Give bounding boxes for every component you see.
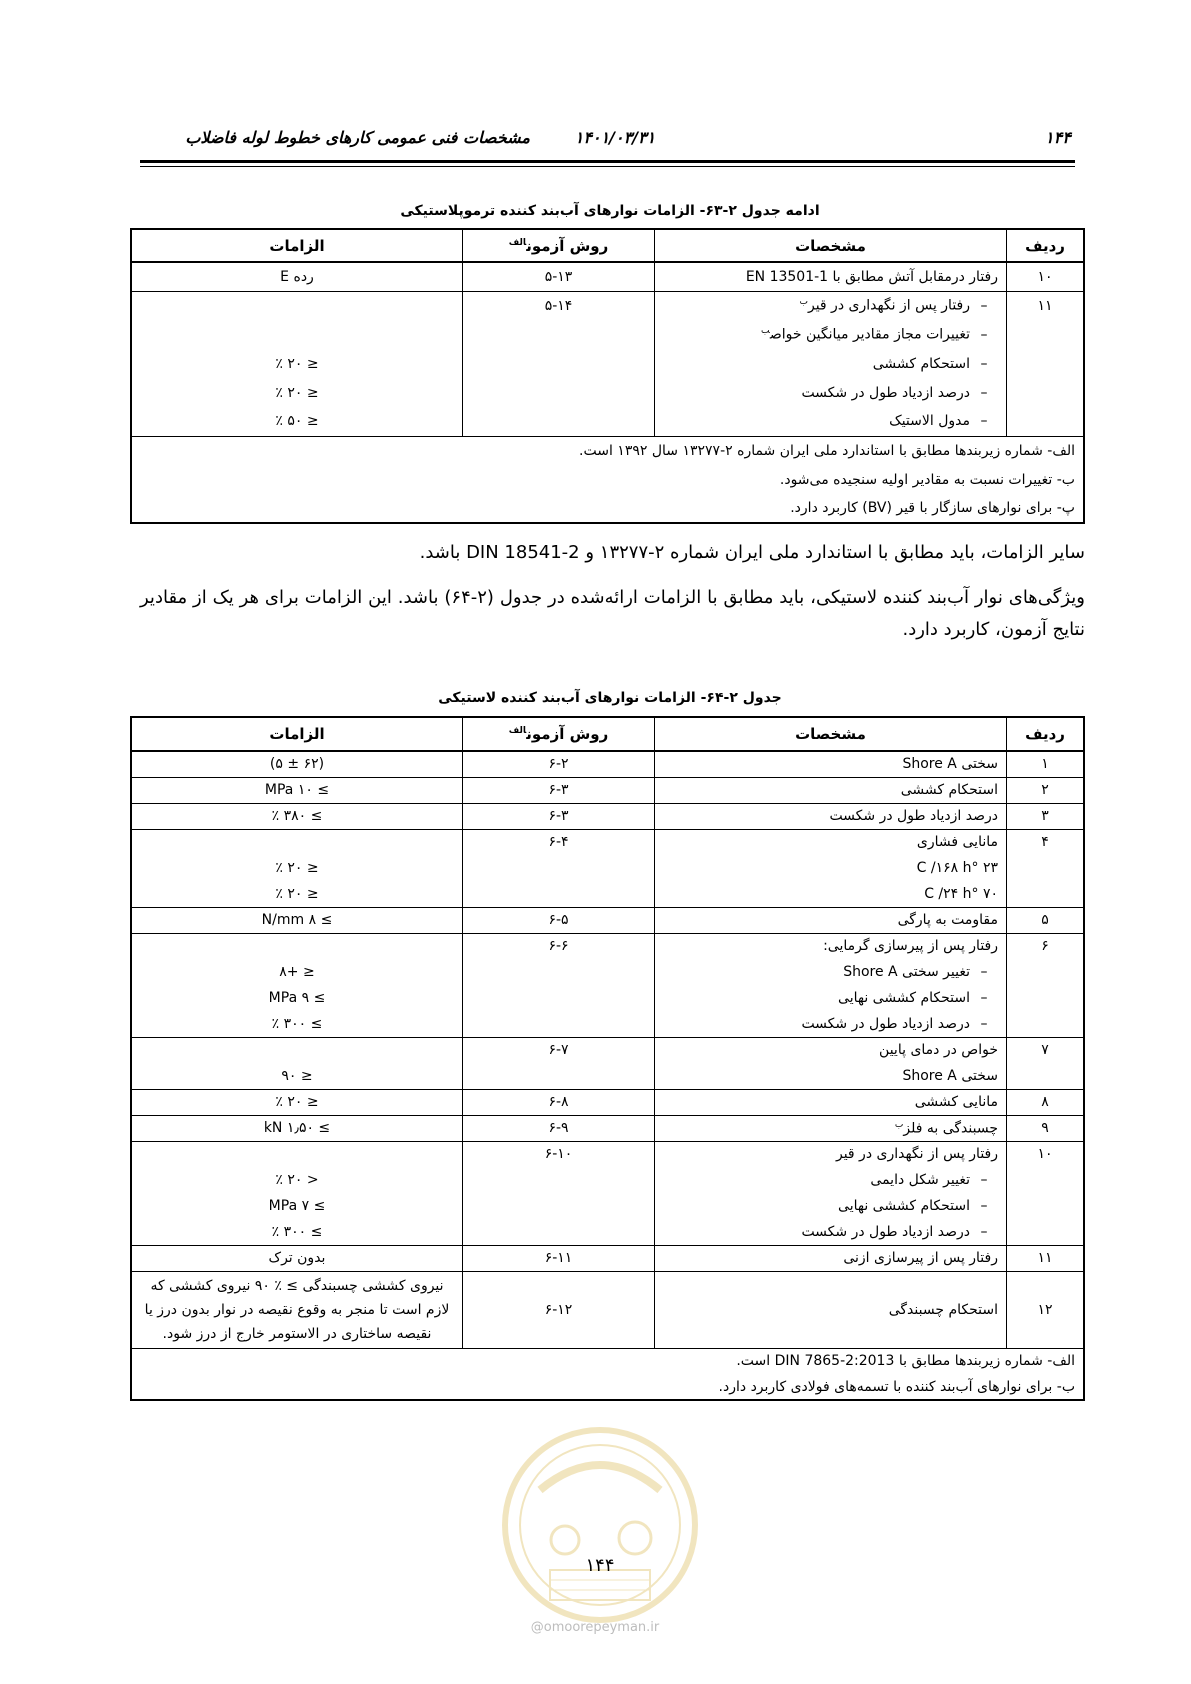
row-number — [1007, 881, 1085, 907]
table-row — [131, 1271, 1084, 1348]
spec-cell — [655, 1011, 1007, 1037]
test-method-cell: ۶-۵ — [463, 907, 655, 933]
row-number — [1007, 985, 1085, 1011]
table1-caption: ادامه جدول ۲-۶۳- الزامات نوارهای آب‌بند کننده ترموپلاستیکی — [400, 203, 820, 219]
col-header-req: الزامات — [131, 717, 463, 751]
spec-cell — [655, 855, 1007, 881]
table-row — [131, 1115, 1084, 1141]
spec-text: رفتار پس از نگهداری در قیر — [835, 1146, 998, 1163]
row-number: ۱۰ — [1007, 262, 1085, 291]
table-note: الف- شماره زیربندها مطابق با استاندارد ملی ایران شماره ۲-۱۳۲۷۷ سال ۱۳۹۲ است. — [131, 436, 1084, 465]
spec-cell — [655, 378, 1007, 407]
test-method-cell: ۶-۱۱ — [463, 1245, 655, 1271]
col-header-spec: مشخصات — [655, 717, 1007, 751]
spec-cell — [655, 407, 1007, 436]
requirement-cell: رده E — [131, 262, 463, 291]
table-row — [131, 907, 1084, 933]
spec-cell — [655, 262, 1007, 291]
requirement-cell: ≥ ۸ N/mm — [131, 907, 463, 933]
note-row — [131, 494, 1084, 523]
spec-cell — [655, 1245, 1007, 1271]
table-row — [131, 1167, 1084, 1193]
requirement-cell: ≤ ۵۰ ٪ — [275, 413, 319, 430]
table-row — [131, 291, 1084, 320]
table-row — [131, 1245, 1084, 1271]
requirement-cell: ≤ ۲۰ ٪ — [131, 1089, 463, 1115]
test-method-cell: ۶-۷ — [463, 1037, 655, 1063]
spec-cell — [655, 1089, 1007, 1115]
row-number: ۱۰ — [1007, 1141, 1085, 1167]
spec-text: مدول الاستیک — [889, 413, 970, 430]
header-rule-thick — [140, 160, 1075, 163]
col-header-spec: مشخصات — [655, 229, 1007, 262]
list-dash: – — [980, 298, 988, 315]
list-dash: – — [980, 1172, 988, 1188]
table-note: ب- برای نوارهای آب‌بند کننده با تسمه‌های فولادی کاربرد دارد. — [718, 1378, 1075, 1395]
spec-cell — [655, 881, 1007, 907]
header-title: مشخصات فنی عمومی کارهای خطوط لوله فاضلاب — [185, 128, 530, 147]
table-row — [131, 803, 1084, 829]
spec-cell — [655, 349, 1007, 378]
test-method-cell — [463, 1011, 655, 1037]
spec-text: مقاومت به پارگی — [897, 912, 998, 928]
row-number: ۵ — [1007, 907, 1085, 933]
table-row — [131, 751, 1084, 777]
row-number: ۱۱ — [1007, 1245, 1085, 1271]
table-row — [131, 349, 1084, 378]
row-number: ۶ — [1007, 933, 1085, 959]
table-row — [131, 1011, 1084, 1037]
test-method-cell: ۶-۶ — [463, 933, 655, 959]
row-number — [1007, 378, 1085, 407]
test-method-cell — [463, 349, 655, 378]
col-header-test-sup: الف — [508, 237, 527, 248]
requirement-cell — [131, 1141, 463, 1167]
test-method-cell: ۶-۸ — [463, 1089, 655, 1115]
test-method-cell: ۶-۴ — [463, 829, 655, 855]
list-dash: – — [980, 355, 988, 372]
row-number — [1007, 855, 1085, 881]
row-number — [1007, 1011, 1085, 1037]
spec-cell — [655, 933, 1007, 959]
list-dash: – — [980, 384, 988, 401]
table-row — [131, 407, 1084, 436]
row-number: ۴ — [1007, 829, 1085, 855]
spec-text: رفتار پس از پیرسازی ازنی — [843, 1250, 998, 1266]
requirement-cell: ≥ ۱۰ MPa — [131, 777, 463, 803]
spec-text: ۲۳ °C /۱۶۸ h — [916, 860, 998, 876]
requirement-cell: ≥ ۹ MPa — [268, 990, 326, 1006]
spec-text: استحکام کششی نهایی — [838, 1198, 970, 1214]
requirement-cell: (۶۲ ± ۵) — [131, 751, 463, 777]
row-number: ۱ — [1007, 751, 1085, 777]
spec-text: سختی Shore A — [902, 756, 998, 773]
row-number — [1007, 349, 1085, 378]
spec-cell — [655, 291, 1007, 320]
list-dash: – — [980, 964, 988, 980]
row-number: ۱۲ — [1007, 1271, 1085, 1348]
row-number: ۷ — [1007, 1037, 1085, 1063]
requirement-cell: ≤ ۲۰ ٪ — [275, 355, 319, 372]
col-header-req: الزامات — [131, 229, 463, 262]
test-method-cell — [463, 959, 655, 985]
paragraph-rubber-properties: ویژگی‌های نوار آب‌بند کننده لاستیکی، باید مطابق با الزامات ارائه‌شده در جدول (۲-۶۴) باشد. این الزامات برای هر یک از مقادیر نتایج آزمون، کاربرد دارد. — [140, 587, 1085, 640]
row-number: ۱۱ — [1007, 291, 1085, 320]
table-note: الف- شماره زیربندها مطابق با DIN 7865-2:2013 است. — [131, 1348, 1084, 1374]
table-row — [131, 1063, 1084, 1089]
col-header-test-sup: الف — [508, 726, 527, 736]
requirement-cell: ≤ ۹۰ — [281, 1067, 313, 1084]
table2-header-row — [131, 717, 1084, 751]
row-number: ۸ — [1007, 1089, 1085, 1115]
list-dash: – — [980, 1015, 988, 1032]
table-row — [131, 777, 1084, 803]
test-method-cell — [463, 407, 655, 436]
spec-text: تغییر شکل دایمی — [870, 1172, 970, 1188]
requirement-cell — [131, 829, 463, 855]
spec-text: رفتار درمقابل آتش مطابق با EN 13501-1 — [745, 268, 998, 285]
list-dash: – — [980, 326, 988, 343]
requirement-cell — [131, 933, 463, 959]
test-method-cell: ۶-۱۰ — [463, 1141, 655, 1167]
row-number: ۲ — [1007, 777, 1085, 803]
test-method-cell: ۶-۳ — [463, 803, 655, 829]
row-number — [1007, 1167, 1085, 1193]
watermark-url: @omoorepeyman.ir — [530, 1620, 660, 1635]
test-method-cell — [463, 1193, 655, 1219]
table-note: پ- برای نوارهای سازگار با قیر (BV) کاربرد دارد. — [790, 500, 1075, 516]
table-row — [131, 262, 1084, 291]
table-row — [131, 320, 1084, 349]
requirement-cell: ≤ +۸ — [279, 964, 315, 980]
spec-cell — [655, 1271, 1007, 1348]
requirement-cell: ≥ ۳۰۰ ٪ — [271, 1015, 323, 1032]
spec-text: استحکام کششی نهایی — [838, 990, 970, 1006]
spec-cell — [655, 1037, 1007, 1063]
requirement-cell: ≤ ۲۰ ٪ — [275, 384, 319, 401]
note-row — [131, 465, 1084, 494]
requirement-cell: نیروی کششی چسبندگی ≥ ٪ ۹۰ نیروی کششی که لازم است تا منجر به وقوع نقیصه در نوار بدون درز یا نقیصه ساختاری در الاستومر خارج از درز شود. — [131, 1271, 463, 1348]
spec-text: استحکام کششی — [872, 355, 970, 372]
spec-text: رفتار پس از نگهداری در قیر — [807, 298, 970, 315]
spec-cell — [655, 751, 1007, 777]
test-method-cell — [463, 985, 655, 1011]
spec-text: ۷۰ °C /۲۴ h — [924, 885, 998, 902]
requirement-cell: ≥ ۳۸۰ ٪ — [131, 803, 463, 829]
spec-cell — [655, 1219, 1007, 1245]
table-row — [131, 933, 1084, 959]
row-number — [1007, 1219, 1085, 1245]
spec-text: خواص در دمای پایین — [879, 1042, 998, 1059]
test-method-cell — [463, 1219, 655, 1245]
spec-cell — [655, 1193, 1007, 1219]
header-date: ۱۴۰۱/۰۳/۳۱ — [574, 128, 656, 147]
table-row — [131, 378, 1084, 407]
test-method-cell: ۶-۳ — [463, 777, 655, 803]
row-number — [1007, 1063, 1085, 1089]
requirement-cell — [131, 291, 463, 320]
table-row — [131, 855, 1084, 881]
table-row — [131, 1089, 1084, 1115]
test-method-cell — [463, 855, 655, 881]
spec-text: درصد ازدیاد طول در شکست — [829, 808, 998, 824]
test-method-cell — [463, 378, 655, 407]
spec-text: درصد ازدیاد طول در شکست — [801, 384, 970, 401]
row-number — [1007, 320, 1085, 349]
list-dash: – — [980, 413, 988, 430]
spec-text: چسبندگی به فلز — [903, 1120, 998, 1137]
spec-text: استحکام چسبندگی — [888, 1301, 998, 1318]
requirement-cell: ≥ ۱٫۵۰ kN — [131, 1115, 463, 1141]
spec-cell — [655, 777, 1007, 803]
requirement-cell: ≥ ۷ MPa — [268, 1198, 326, 1214]
table-row — [131, 985, 1084, 1011]
row-number — [1007, 1193, 1085, 1219]
requirement-cell — [131, 320, 463, 349]
spec-cell — [655, 985, 1007, 1011]
header-rule-thin — [140, 166, 1075, 167]
row-number: ۹ — [1007, 1115, 1085, 1141]
row-number: ۳ — [1007, 803, 1085, 829]
footer-page-number: ۱۴۴ — [585, 1555, 615, 1576]
table2 — [130, 716, 1085, 1401]
spec-text: سختی Shore A — [902, 1067, 998, 1084]
table-row — [131, 1219, 1084, 1245]
col-header-row: ردیف — [1007, 717, 1085, 751]
table-row — [131, 1037, 1084, 1063]
col-header-test-label: روش آزمون — [526, 725, 609, 743]
col-header-row: ردیف — [1007, 229, 1085, 262]
requirement-cell — [131, 1037, 463, 1063]
test-method-cell — [463, 881, 655, 907]
row-number — [1007, 407, 1085, 436]
note-row — [131, 1348, 1084, 1374]
test-method-cell — [463, 1167, 655, 1193]
spec-text: درصد ازدیاد طول در شکست — [801, 1223, 970, 1240]
footnote-marker: ب — [894, 1119, 904, 1130]
test-method-cell: ۵-۱۳ — [463, 262, 655, 291]
spec-cell — [655, 1141, 1007, 1167]
requirement-cell: ≤ ۲۰ ٪ — [275, 860, 319, 876]
requirement-cell: ≤ ۲۰ ٪ — [275, 885, 319, 902]
col-header-test — [463, 229, 655, 262]
test-method-cell: ۵-۱۴ — [463, 291, 655, 320]
test-method-cell — [463, 320, 655, 349]
spec-cell — [655, 907, 1007, 933]
spec-cell — [655, 320, 1007, 349]
table-row — [131, 959, 1084, 985]
spec-cell — [655, 1115, 1007, 1141]
table-row — [131, 1141, 1084, 1167]
table-row — [131, 1193, 1084, 1219]
spec-text: تغییر سختی Shore A — [843, 964, 970, 980]
row-number — [1007, 959, 1085, 985]
spec-cell — [655, 1063, 1007, 1089]
spec-cell — [655, 1167, 1007, 1193]
table2-caption: جدول ۲-۶۴- الزامات نوارهای آب‌بند کننده لاستیکی — [438, 690, 782, 706]
footnote-marker: ب — [799, 297, 808, 308]
col-header-test — [463, 717, 655, 751]
requirement-cell: < ۲۰ ٪ — [275, 1172, 319, 1188]
spec-text: استحکام کششی — [900, 782, 998, 798]
spec-text: درصد ازدیاد طول در شکست — [801, 1015, 970, 1032]
requirement-cell: بدون ترک — [131, 1245, 463, 1271]
test-method-cell: ۶-۱۲ — [463, 1271, 655, 1348]
spec-cell — [655, 829, 1007, 855]
table1 — [130, 228, 1085, 524]
note-row — [131, 436, 1084, 465]
table-note: ب- تغییرات نسبت به مقادیر اولیه سنجیده می‌شود. — [779, 471, 1075, 488]
col-header-test-label: روش آزمون — [526, 236, 609, 255]
seal-watermark — [480, 1420, 720, 1650]
table1-header-row — [131, 229, 1084, 262]
test-method-cell: ۶-۹ — [463, 1115, 655, 1141]
table-row — [131, 881, 1084, 907]
requirement-cell: ≥ ۳۰۰ ٪ — [271, 1223, 323, 1240]
spec-text: مانایی فشاری — [916, 834, 998, 851]
spec-text: مانایی کششی — [914, 1094, 998, 1110]
note-row — [131, 1374, 1084, 1400]
paragraph-other-requirements: سایر الزامات، باید مطابق با استاندارد ملی ایران شماره ۲-۱۳۲۷۷ و DIN 18541-2 باشد. — [419, 542, 1085, 563]
list-dash: – — [980, 1223, 988, 1240]
list-dash: – — [980, 990, 988, 1006]
footnote-marker: ب — [761, 326, 770, 337]
spec-text: تغییرات مجاز مقادیر میانگین خواص — [769, 326, 970, 343]
header-page-number: ۱۴۴ — [1045, 128, 1071, 147]
spec-cell — [655, 959, 1007, 985]
spec-cell — [655, 803, 1007, 829]
list-dash: – — [980, 1198, 988, 1214]
test-method-cell — [463, 1063, 655, 1089]
test-method-cell: ۶-۲ — [463, 751, 655, 777]
table-row — [131, 829, 1084, 855]
spec-text: رفتار پس از پیرسازی گرمایی: — [823, 938, 998, 955]
